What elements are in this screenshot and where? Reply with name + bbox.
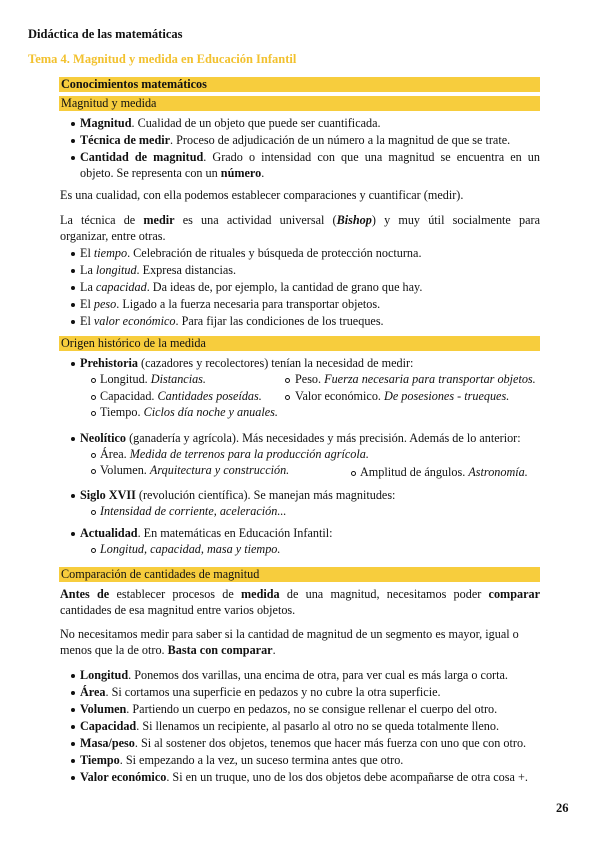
def-cantidad: Cantidad de magnitud. Grado o intensidad con que una magnitud se encuentra en un xyxy=(80,150,540,164)
compare-masa: Masa/peso. Si al sostener dos objetos, tenemos que hacer más fuerza con uno que con otro. xyxy=(80,736,527,750)
compare-area: Área. Si cortamos una superficie en pedazos y no cubre la otra superficie. xyxy=(80,685,441,699)
bullet xyxy=(71,269,75,273)
subject-title: Didáctica de las matemáticas xyxy=(28,27,183,41)
bullet xyxy=(71,674,75,678)
tecnica-paragraph-line2: organizar, entre otras. xyxy=(60,229,166,243)
page-number: 26 xyxy=(556,801,569,815)
sub-bullet xyxy=(91,510,96,515)
sub-bullet xyxy=(91,453,96,458)
antes-paragraph: Antes de establecer procesos de medida de una magnitud, necesitamos poder comparar xyxy=(60,587,540,601)
bullet xyxy=(71,286,75,290)
tecnica-paragraph: La técnica de medir es una actividad universal (Bishop) y muy útil socialmente para xyxy=(60,213,540,227)
bullet xyxy=(71,122,75,126)
compare-longitud: Longitud. Ponemos dos varillas, una encima de otra, para ver cual es más larga o corta. xyxy=(80,668,508,682)
sub-bullet xyxy=(285,395,290,400)
neolitico-volumen: Volumen. Arquitectura y construcción. xyxy=(100,463,290,477)
sub-bullet xyxy=(91,378,96,383)
compare-valor: Valor económico. Si en un truque, uno de los dos objetos debe acompañarse de otra cosa +. xyxy=(80,770,528,784)
neolitico-angulos: Amplitud de ángulos. Astronomía. xyxy=(360,465,528,479)
use-tiempo: El tiempo. Celebración de rituales y búsqueda de protección nocturna. xyxy=(80,246,422,260)
section-magnitud-label: Magnitud y medida xyxy=(61,96,157,110)
prehistoria-line: Prehistoria (cazadores y recolectores) tenían la necesidad de medir: xyxy=(80,356,414,370)
actualidad-line: Actualidad. En matemáticas en Educación Infantil: xyxy=(80,526,333,540)
use-valor: El valor económico. Para fijar las condiciones de los trueques. xyxy=(80,314,384,328)
section-conocimientos xyxy=(59,77,540,92)
bullet xyxy=(71,725,75,729)
bullet xyxy=(71,437,75,441)
bullet xyxy=(71,494,75,498)
bullet xyxy=(71,252,75,256)
actualidad-item: Longitud, capacidad, masa y tiempo. xyxy=(100,542,281,556)
compare-capacidad: Capacidad. Si llenamos un recipiente, al pasarlo al otro no se queda totalmente lleno. xyxy=(80,719,500,733)
def-magnitud: Magnitud. Cualidad de un objeto que puede ser cuantificada. xyxy=(80,116,381,130)
prehistoria-tiempo: Tiempo. Ciclos día noche y anuales. xyxy=(100,405,278,419)
section-conocimientos-label: Conocimientos matemáticos xyxy=(61,77,207,91)
siglo-xvii-line: Siglo XVII (revolución científica). Se manejan más magnitudes: xyxy=(80,488,396,502)
siglo-xvii-item: Intensidad de corriente, aceleración... xyxy=(100,504,287,518)
sub-bullet xyxy=(91,395,96,400)
use-capacidad: La capacidad. Da ideas de, por ejemplo, la cantidad de grano que hay. xyxy=(80,280,423,294)
sub-bullet xyxy=(285,378,290,383)
bullet xyxy=(71,362,75,366)
def-cantidad-line2: objeto. Se representa con un número. xyxy=(80,166,265,180)
bullet xyxy=(71,759,75,763)
bullet xyxy=(71,303,75,307)
section-origen-label: Origen histórico de la medida xyxy=(61,336,206,350)
prehistoria-valor: Valor económico. De posesiones - trueques. xyxy=(295,389,510,403)
sub-bullet xyxy=(91,469,96,474)
bullet xyxy=(71,156,75,160)
bullet xyxy=(71,776,75,780)
prehistoria-peso: Peso. Fuerza necesaria para transportar objetos. xyxy=(295,372,536,386)
bullet xyxy=(71,708,75,712)
prehistoria-capacidad: Capacidad. Cantidades poseídas. xyxy=(100,389,262,403)
neolitico-line: Neolítico (ganadería y agrícola). Más necesidades y más precisión. Además de lo anterior: xyxy=(80,431,521,445)
tema-title: Tema 4. Magnitud y medida en Educación Infantil xyxy=(28,52,297,66)
section-comparacion xyxy=(59,567,540,582)
antes-paragraph-line2: cantidades de esa magnitud entre varios objetos. xyxy=(60,603,296,617)
section-origen xyxy=(59,336,540,351)
bullet xyxy=(71,532,75,536)
bullet xyxy=(71,139,75,143)
bullet xyxy=(71,691,75,695)
nomedir-paragraph: No necesitamos medir para saber si la cantidad de magnitud de un segmento es mayor, igual o xyxy=(60,627,519,641)
bullet xyxy=(71,742,75,746)
section-comparacion-label: Comparación de cantidades de magnitud xyxy=(61,567,260,581)
def-tecnica: Técnica de medir. Proceso de adjudicación de un número a la magnitud de que se trate. xyxy=(80,133,511,147)
nomedir-paragraph-line2: menos que la de otro. Basta con comparar. xyxy=(60,643,276,657)
neolitico-area: Área. Medida de terrenos para la producción agrícola. xyxy=(100,447,369,461)
cualidad-paragraph: Es una cualidad, con ella podemos establecer comparaciones y cuantificar (medir). xyxy=(60,188,464,202)
use-peso: El peso. Ligado a la fuerza necesaria para transportar objetos. xyxy=(80,297,381,311)
prehistoria-longitud: Longitud. Distancias. xyxy=(100,372,206,386)
compare-volumen: Volumen. Partiendo un cuerpo en pedazos, no se consigue rellenar el cuerpo del otro. xyxy=(80,702,498,716)
bullet xyxy=(71,320,75,324)
section-magnitud xyxy=(59,96,540,111)
sub-bullet xyxy=(351,471,356,476)
sub-bullet xyxy=(91,411,96,416)
compare-tiempo: Tiempo. Si empezando a la vez, un suceso termina antes que otro. xyxy=(80,753,404,767)
use-longitud: La longitud. Expresa distancias. xyxy=(80,263,237,277)
sub-bullet xyxy=(91,548,96,553)
